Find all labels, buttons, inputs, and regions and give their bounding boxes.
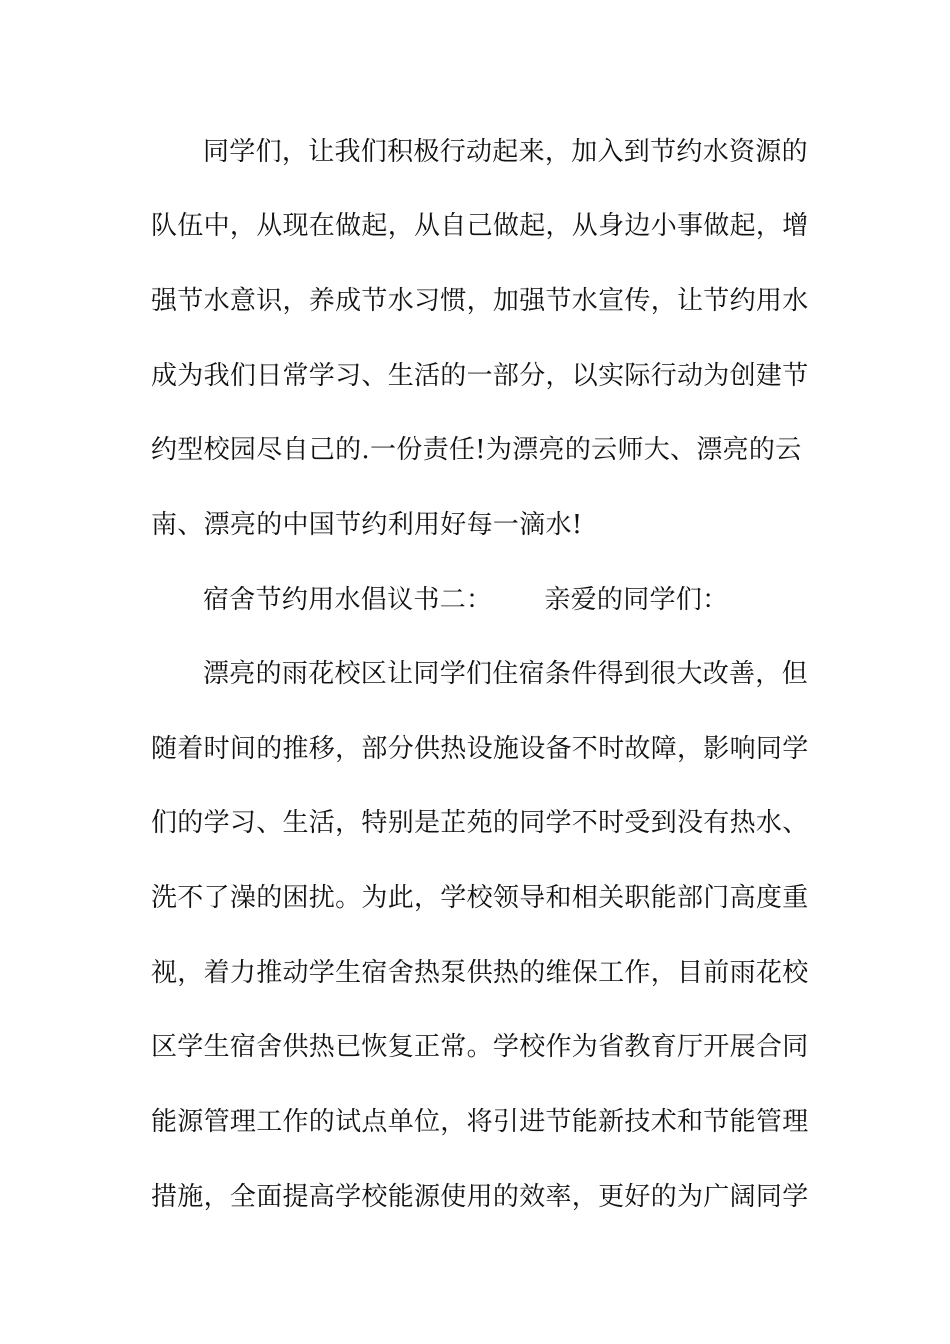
paragraph-line: 随着时间的推移，部分供热设施设备不时故障，影响同学 <box>151 734 809 764</box>
paragraph-line: 南、漂亮的中国节约利用好每一滴水! <box>151 510 583 540</box>
section-heading <box>203 583 843 617</box>
paragraph-line: 约型校园尽自己的.一份责任!为漂亮的云师大、漂亮的云 <box>151 435 802 465</box>
paragraph-line: 能源管理工作的试点单位，将引进节能新技术和节能管理 <box>151 1107 809 1137</box>
heading-salutation: 亲爱的同学们： <box>544 585 729 615</box>
paragraph-line: 们的学习、生活，特别是芷苑的同学不时受到没有热水、 <box>151 808 809 838</box>
heading-title: 宿舍节约用水倡议书二： <box>203 585 493 615</box>
paragraph-line: 漂亮的雨花校区让同学们住宿条件得到很大改善，但 <box>203 659 808 689</box>
paragraph-line: 洗不了澡的困扰。为此，学校领导和相关职能部门高度重 <box>151 883 809 913</box>
paragraph-line: 视，着力推动学生宿舍热泵供热的维保工作，目前雨花校 <box>151 958 809 988</box>
paragraph-line: 成为我们日常学习、生活的一部分，以实际行动为创建节 <box>151 361 809 391</box>
paragraph-line: 区学生宿舍供热已恢复正常。学校作为省教育厅开展合同 <box>151 1032 809 1062</box>
paragraph-line: 同学们，让我们积极行动起来，加入到节约水资源的 <box>203 137 808 167</box>
paragraph-line: 强节水意识，养成节水习惯，加强节水宣传，让节约用水 <box>151 286 809 316</box>
paragraph-line: 措施，全面提高学校能源使用的效率，更好的为广阔同学 <box>151 1182 809 1212</box>
paragraph-line: 队伍中，从现在做起，从自己做起，从身边小事做起，增 <box>151 211 809 241</box>
